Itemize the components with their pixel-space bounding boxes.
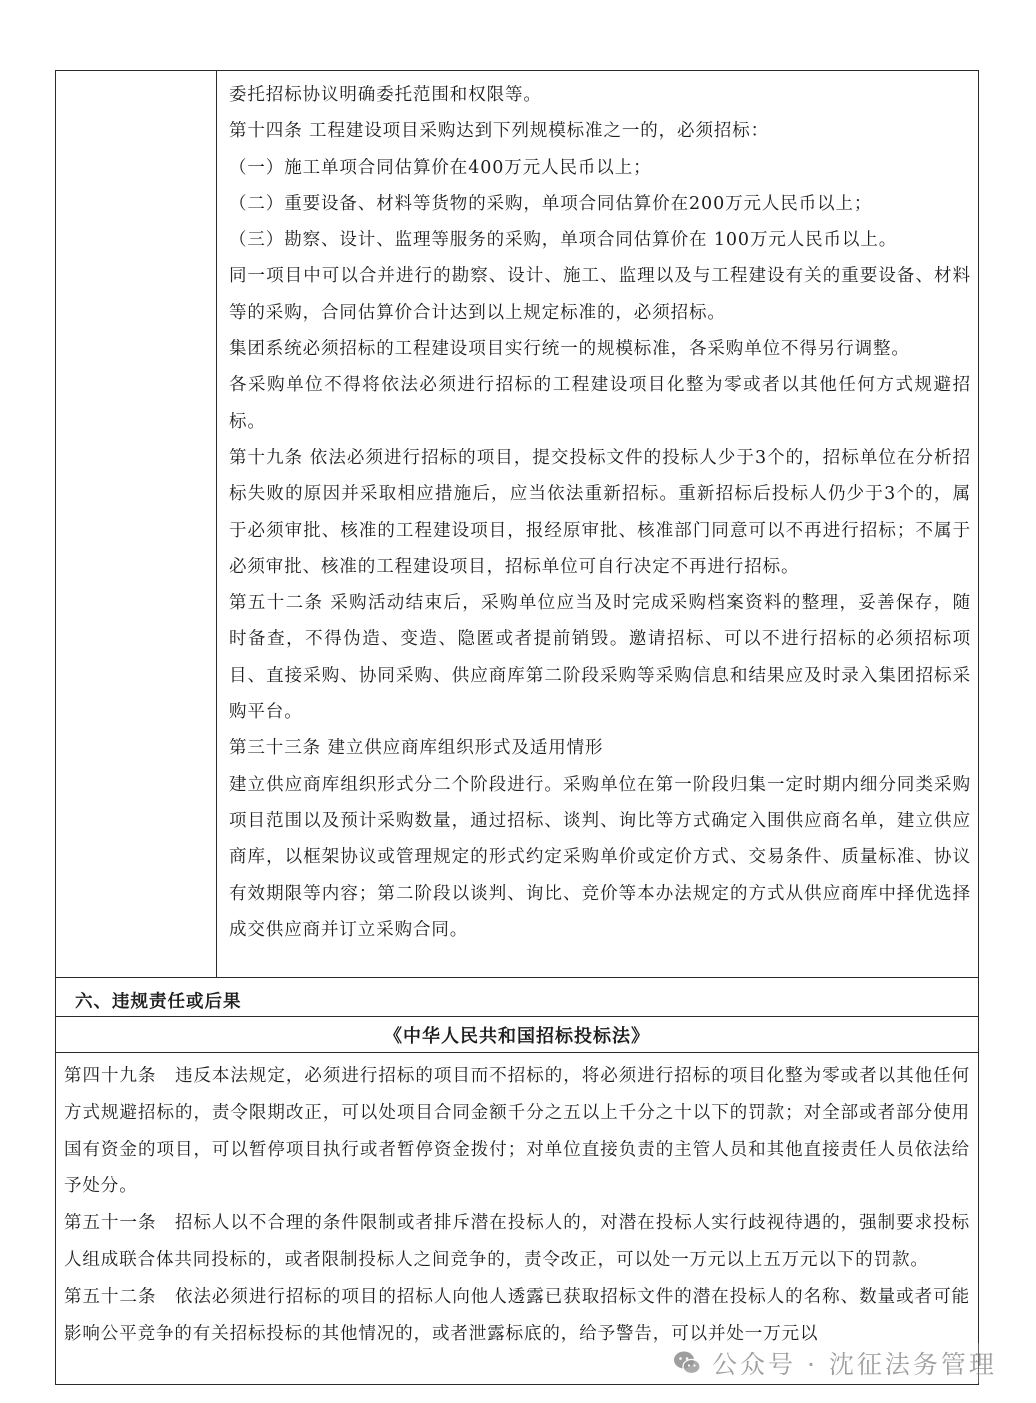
watermark — [672, 1343, 997, 1383]
row-divider — [55, 1052, 979, 1053]
row-divider — [55, 977, 979, 978]
paragraph: 第三十三条 建立供应商库组织形式及适用情形 — [229, 738, 604, 759]
paragraph: 各采购单位不得将依法必须进行招标的工程建设项目化整为零或者以其他任何方式规避招标。 — [229, 375, 971, 432]
paragraph: 同一项目中可以合并进行的勘察、设计、施工、监理以及与工程建设有关的重要设备、材料等的采购，合同估算价合计达到以上规定标准的，必须招标。 — [229, 266, 971, 323]
paragraph: 第五十二条 采购活动结束后，采购单位应当及时完成采购档案资料的整理，妥善保存，随时备查，不得伪造、变造、隐匿或者提前销毁。邀请招标、可以不进行招标的必须招标项目、直接采购、协同采购、供应商库第二阶段采购等采购信息和结果应及时录入集团招标采购平台。 — [229, 593, 971, 723]
row-divider — [55, 1016, 979, 1017]
paragraph: （一）施工单项合同估算价在400万元人民币以上； — [229, 157, 652, 178]
law-article: 第五十二条 依法必须进行招标的项目的招标人向他人透露已获取招标文件的潜在投标人的名称、数量或者可能影响公平竞争的有关招标投标的其他情况的，或者泄露标底的，给予警告，可以并处一万元以 — [64, 1286, 970, 1344]
paragraph: 建立供应商库组织形式分二个阶段进行。采购单位在第一阶段归集一定时期内细分同类采购项目范围以及预计采购数量，通过招标、谈判、询比等方式确定入围供应商名单，建立供应商库，以框架协议或管理规定的形式约定采购单价或定价方式、交易条件、质量标准、协议有效期限等内容；第二阶段以谈判、询比、竞价等本办法规定的方式从供应商库中择优选择成交供应商并订立采购合同。 — [229, 774, 971, 940]
law-title: 《中华人民共和国招标投标法》 — [384, 1026, 650, 1047]
paragraph: （三）勘察、设计、监理等服务的采购，单项合同估算价在 100万元人民币以上。 — [229, 230, 898, 251]
internal-rules-cell — [229, 77, 971, 975]
law-article: 第四十九条 违反本法规定，必须进行招标的项目而不招标的，将必须进行招标的项目化整为零或者以其他任何方式规避招标的，责令限期改正，可以处项目合同金额千分之五以上千分之十以下的罚款；对全部或者部分使用国有资金的项目，可以暂停项目执行或者暂停资金拨付；对单位直接负责的主管人员和其他直接责任人员依法给予处分。 — [64, 1066, 970, 1197]
paragraph: 集团系统必须招标的工程建设项目实行统一的规模标准，各采购单位不得另行调整。 — [229, 339, 910, 360]
column-divider — [216, 70, 217, 978]
paragraph: 第十四条 工程建设项目采购达到下列规模标准之一的，必须招标： — [229, 121, 770, 142]
law-articles-cell — [64, 1058, 970, 1384]
paragraph: （二）重要设备、材料等货物的采购，单项合同估算价在200万元人民币以上； — [229, 193, 873, 214]
paragraph: 第十九条 依法必须进行招标的项目，提交投标文件的投标人少于3个的，招标单位在分析招标失败的原因并采取相应措施后，应当依法重新招标。重新招标后投标人仍少于3个的，属于必须审批、核准的工程建设项目，报经原审批、核准部门同意可以不再进行招标；不属于必须审批、核准的工程建设项目，招标单位可自行决定不再进行招标。 — [229, 447, 971, 577]
law-article: 第五十一条 招标人以不合理的条件限制或者排斥潜在投标人的，对潜在投标人实行歧视待遇的，强制要求投标人组成联合体共同投标的，或者限制投标人之间竞争的，责令改正，可以处一万元以上五万元以下的罚款。 — [64, 1213, 970, 1270]
wechat-icon — [672, 1348, 702, 1378]
paragraph: 委托招标协议明确委托范围和权限等。 — [229, 85, 542, 105]
watermark-text: 公众号 · 沈征法务管理 — [712, 1350, 997, 1379]
section-heading: 六、违规责任或后果 — [75, 992, 242, 1012]
